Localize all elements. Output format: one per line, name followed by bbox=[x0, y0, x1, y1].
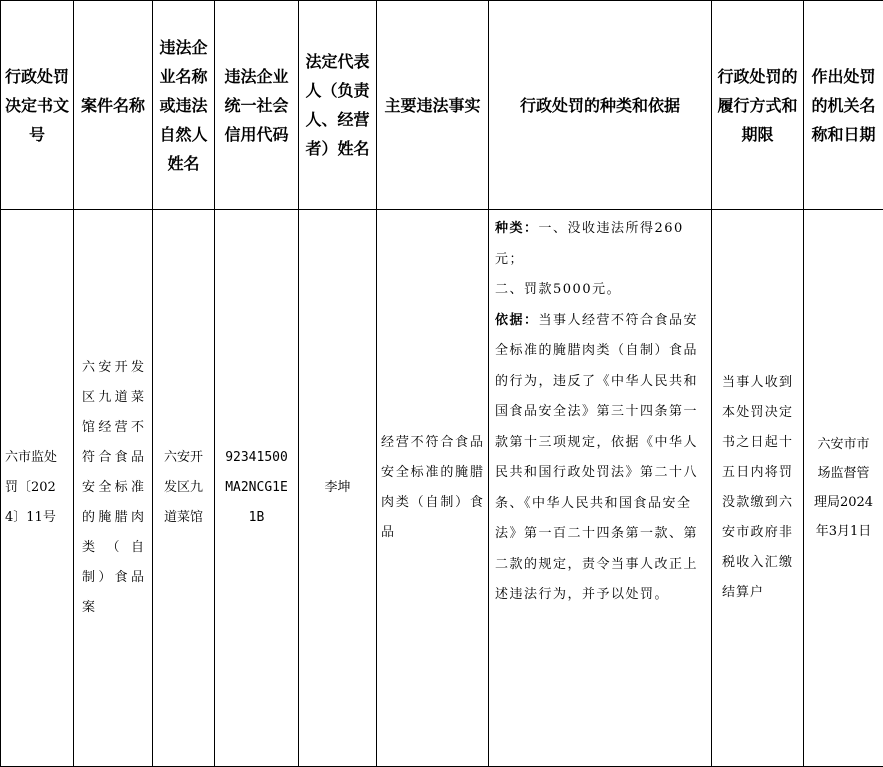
header-legal-rep: 法定代表人（负责人、经营者）姓名 bbox=[299, 1, 377, 210]
header-performance: 行政处罚的履行方式和期限 bbox=[712, 1, 804, 210]
cell-party-name: 六安开发区九道菜馆 bbox=[153, 210, 215, 767]
cell-authority: 六安市市场监督管理局2024年3月1日 bbox=[804, 210, 883, 767]
header-doc-no: 行政处罚决定书文号 bbox=[1, 1, 74, 210]
header-row bbox=[1, 1, 883, 210]
header-party-name: 违法企业名称或违法自然人姓名 bbox=[153, 1, 215, 210]
table-row bbox=[1, 210, 883, 767]
header-penalty: 行政处罚的种类和依据 bbox=[489, 1, 712, 210]
header-case-name: 案件名称 bbox=[74, 1, 153, 210]
basis-text: 当事人经营不符合食品安全标准的腌腊肉类（自制）食品的行为，违反了《中华人民共和国食品安全法》第三十四条第一款第十三项规定，依据《中华人民共和国行政处罚法》第二十八条、《中华人民共和国食品安全法》第一百二十四条第一款、第二款的规定，责令当事人改正上述违法行为，并予以处罚。 bbox=[495, 313, 698, 603]
header-credit-code: 违法企业统一社会信用代码 bbox=[215, 1, 299, 210]
cell-main-facts: 经营不符合食品安全标准的腌腊肉类（自制）食品 bbox=[377, 210, 489, 767]
penalty-type-1: 一、没收违法所得260元； bbox=[495, 221, 684, 267]
cell-performance: 当事人收到本处罚决定书之日起十五日内将罚没款缴到六安市政府非税收入汇缴结算户 bbox=[712, 210, 804, 767]
header-authority: 作出处罚的机关名称和日期 bbox=[804, 1, 883, 210]
cell-penalty bbox=[489, 210, 712, 767]
penalty-type-2: 二、罚款5000元。 bbox=[495, 275, 705, 306]
header-main-facts: 主要违法事实 bbox=[377, 1, 489, 210]
cell-credit-code: 92341500MA2NCG1E1B bbox=[215, 210, 299, 767]
cell-doc-no: 六市监处罚〔2024〕11号 bbox=[1, 210, 74, 767]
basis-label: 依据： bbox=[495, 313, 539, 328]
cell-case-name: 六安开发区九道菜馆经营不符合食品安全标准的腌腊肉类（自制）食品案 bbox=[74, 210, 153, 767]
penalty-type-label: 种类： bbox=[495, 221, 539, 236]
cell-legal-rep: 李坤 bbox=[299, 210, 377, 767]
